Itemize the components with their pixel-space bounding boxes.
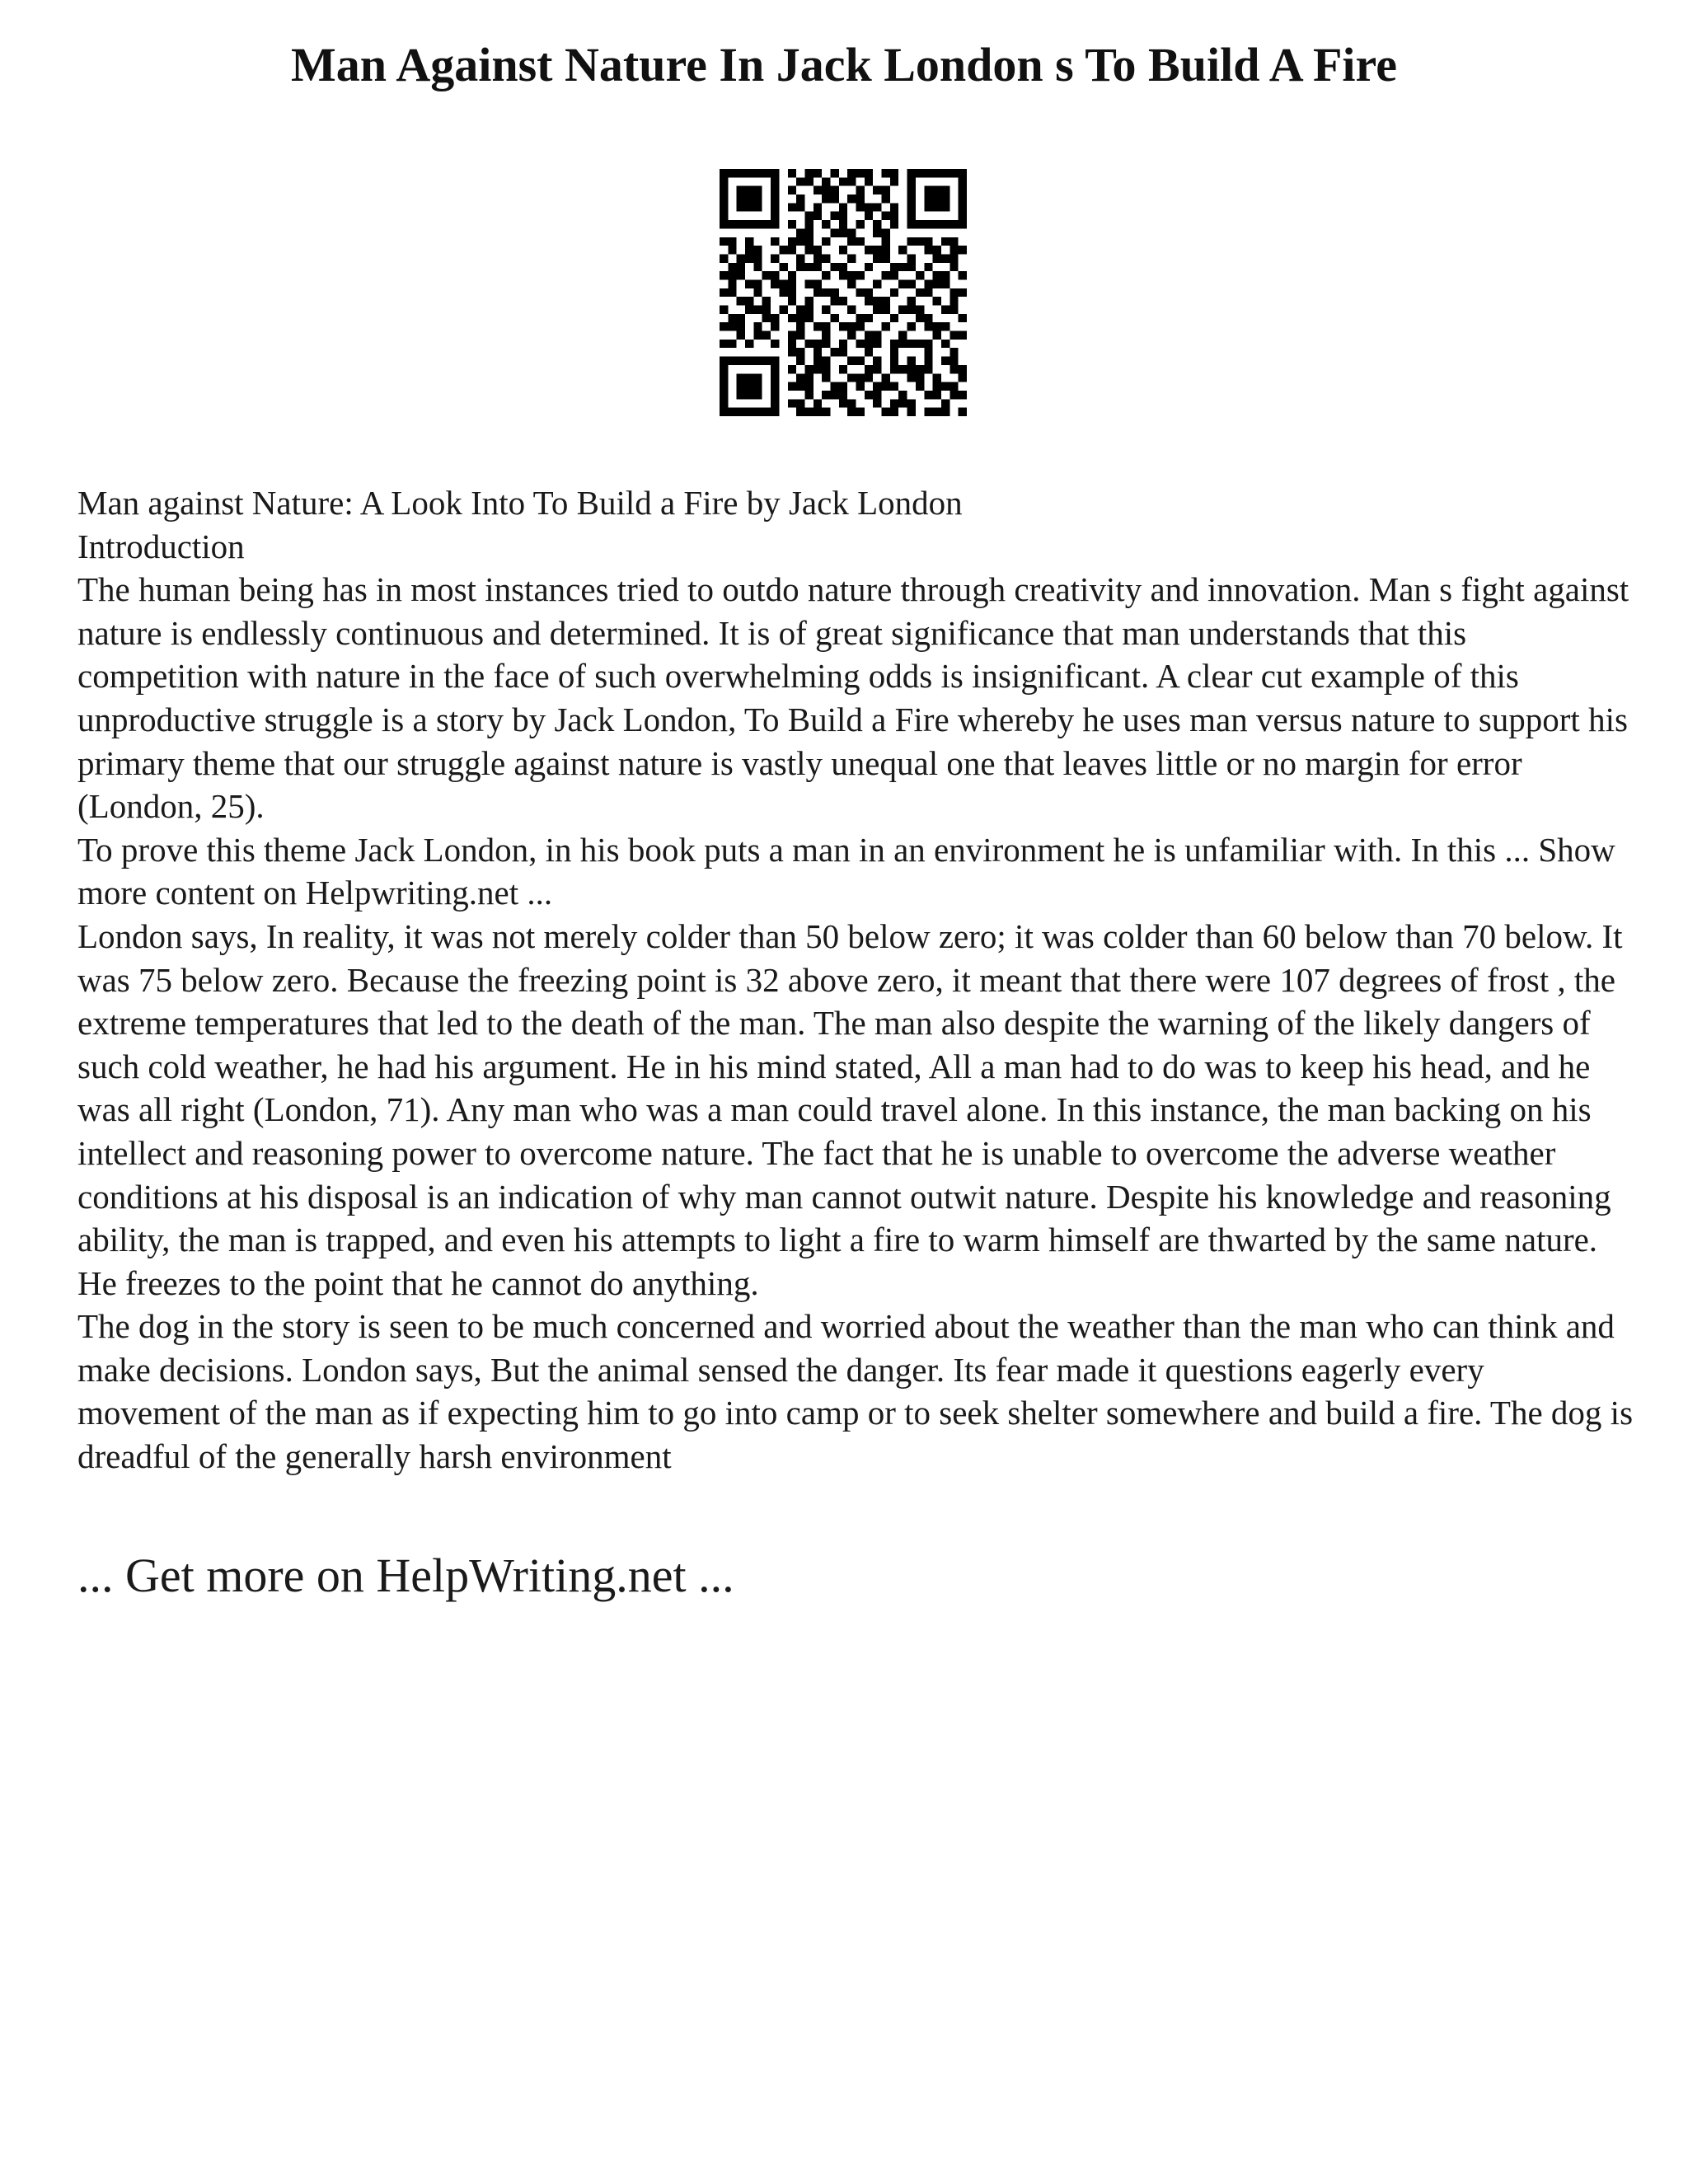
get-more-link[interactable]: ... Get more on HelpWriting.net ... (77, 1549, 734, 1602)
section-heading-introduction: Introduction (77, 527, 245, 565)
body-paragraph: London says, In reality, it was not merely colder than 50 below zero; it was colder than 60 below than 70 below. It was 75 below zero. Because the freezing point is 32 above zero, it meant that there were 107 degrees of frost , the extreme temperatures that led to the death of the man. The man also despite the warning of the likely dangers of such cold weather, he had his argument. He in his mind stated, All a man had to do was to keep his head, and he was all right (London, 71). Any man who was a man could travel alone. In this instance, the man backing on his intellect and reasoning power to overcome nature. The fact that he is unable to overcome the adverse weather conditions at his disposal is an indication of why man cannot outwit nature. Despite his knowledge and reasoning ability, the man is trapped, and even his attempts to light a fire to warm himself are thwarted by the same nature. He freezes to the point that he cannot do anything. (77, 916, 1623, 1302)
article-heading: Man against Nature: A Look Into To Build a Fire by Jack London (77, 484, 963, 522)
body-paragraph: The dog in the story is seen to be much concerned and worried about the weather than the man who can think and make decisions. London says, But the animal sensed the danger. Its fear made it questions eagerly every movement of the man as if expecting him to go into camp or to seek shelter somewhere and build a fire. The dog is dreadful of the generally harsh environment (77, 1307, 1634, 1476)
body-paragraph: To prove this theme Jack London, in his book puts a man in an environment he is unfamiliar with. In this ... Show more content on Helpwriting.net ... (77, 830, 1615, 912)
page-title: Man Against Nature In Jack London s To Build A Fire (291, 38, 1397, 91)
article-body (77, 481, 1635, 1479)
body-paragraph: The human being has in most instances tried to outdo nature through creativity and innovation. Man s fight against nature is endlessly continuous and determined. It is of great significance that man understands that this competition with nature in the face of such overwhelming odds is insignificant. A clear cut example of this unproductive struggle is a story by Jack London, To Build a Fire whereby he uses man versus nature to support his primary theme that our struggle against nature is vastly unequal one that leaves little or no margin for error (London, 25). (77, 570, 1629, 826)
qr-code-icon (720, 169, 967, 416)
